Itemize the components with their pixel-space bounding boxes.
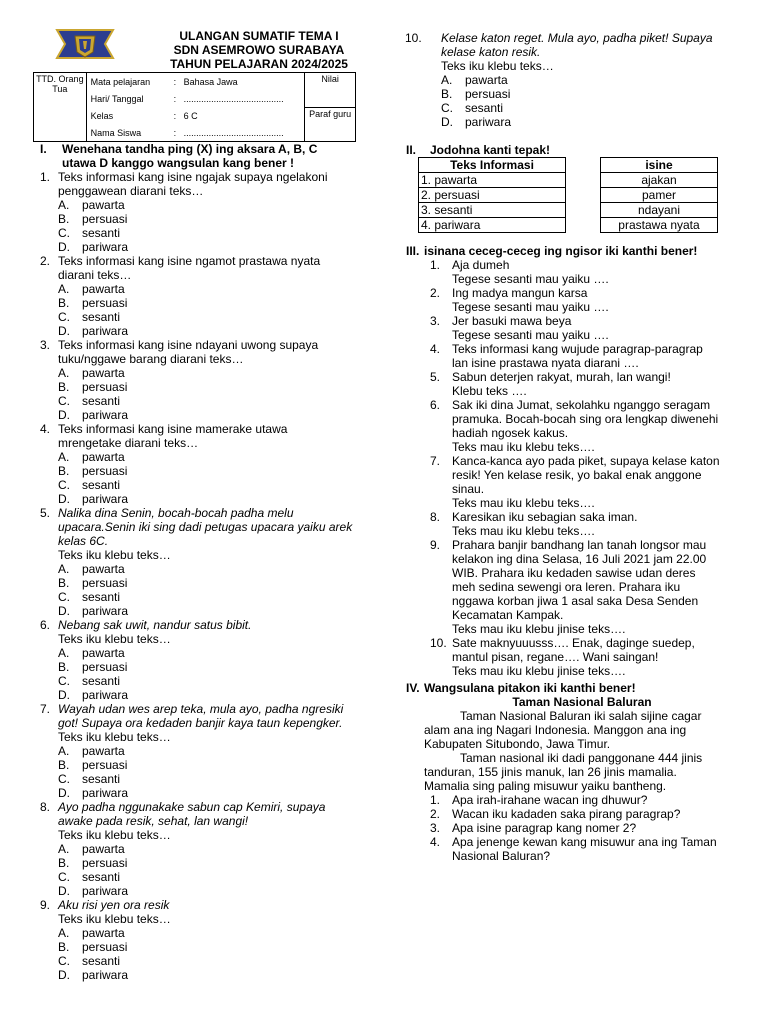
option-letter: A. — [58, 926, 70, 940]
question-text: Nebang sak uwit, nandur satus bibit. — [58, 618, 252, 632]
question-1 — [40, 170, 370, 254]
score-cell[interactable] — [305, 73, 356, 108]
field-date[interactable]: Hari/ Tanggal : ........................................ — [90, 93, 284, 104]
option-c[interactable] — [58, 954, 370, 968]
option-text: sesanti — [82, 394, 121, 408]
section-1-title: I. Wenehana tandha ping (X) ing aksara A, B, C utawa D kanggo wangsulan kang bener ! — [40, 142, 318, 170]
section-2-title: II. Jodohna kanti tepak! — [406, 143, 551, 157]
right-row-1: ajakan — [601, 173, 718, 188]
option-letter: B. — [58, 380, 70, 394]
option-c[interactable] — [58, 310, 370, 324]
option-text: pawarta — [82, 926, 125, 940]
option-text: pariwara — [82, 240, 129, 254]
fill-item-text: Kecamatan Kampak. — [452, 608, 564, 622]
essay-question-number: 1. — [430, 793, 441, 807]
option-text: sesanti — [82, 954, 121, 968]
fill-item-text: Kanca-kanca ayo pada piket, supaya kelase katon — [452, 454, 720, 468]
option-letter: C. — [58, 590, 70, 604]
reading-passage — [424, 695, 740, 793]
fill-item-text: Sabun deterjen rakyat, murah, lan wangi! — [452, 370, 671, 384]
fill-item-text: kelakon ing dina Selasa, 16 Juli 2021 jam 22.00 — [452, 552, 707, 566]
fill-item-text: meh sedina sewengi ora leren. Prahara iku — [452, 580, 681, 594]
fill-item-number: 3. — [430, 314, 441, 328]
fill-item-number: 6. — [430, 398, 441, 412]
option-letter: D. — [58, 240, 70, 254]
fill-item-text: Teks informasi kang wujude paragrap-paragrap — [452, 342, 703, 356]
paragraph-line: tanduran, 155 jinis manuk, lan 26 jinis mamalia. — [424, 765, 677, 779]
option-letter: D. — [441, 115, 453, 129]
paragraph-line: Mamalia sing paling misuwur yaiku bantheng. — [424, 779, 667, 793]
fill-item-text: Tegese sesanti mau yaiku …. — [452, 272, 609, 286]
paragraph-line: Taman nasional iki dadi panggonane 444 jinis — [460, 751, 703, 765]
option-text: pawarta — [82, 450, 125, 464]
question-number: 3. — [40, 338, 51, 352]
question-number: 4. — [40, 422, 51, 436]
question-number: 9. — [40, 898, 51, 912]
fill-item-number: 8. — [430, 510, 441, 524]
fill-item-text: WIB. Prahara iku kedaden sawise udan deres — [452, 566, 696, 580]
essay-question-number: 2. — [430, 807, 441, 821]
section-4-title: IV. Wangsulana pitakon iki kanthi bener! — [406, 681, 636, 695]
paragraph-line: Kabupaten Situbondo, Jawa Timur. — [424, 737, 611, 751]
option-letter: A. — [58, 450, 70, 464]
title-line-3: TAHUN PELAJARAN 2024/2025 — [170, 57, 348, 71]
fill-item-text: Aja dumeh — [452, 258, 510, 272]
option-letter: C. — [58, 954, 70, 968]
question-text: Teks informasi kang isine mamerake utawa — [58, 422, 288, 436]
title-line-1: ULANGAN SUMATIF TEMA I — [179, 29, 339, 43]
option-letter: B. — [58, 464, 70, 478]
option-b[interactable] — [441, 87, 735, 101]
option-text: pawarta — [465, 73, 508, 87]
left-row-1: 1. pawarta — [419, 173, 566, 188]
option-text: persuasi — [82, 758, 128, 772]
fill-item-number: 9. — [430, 538, 441, 552]
option-text: pariwara — [82, 408, 129, 422]
option-letter: C. — [58, 310, 70, 324]
option-text: pawarta — [82, 744, 125, 758]
option-text: sesanti — [82, 478, 121, 492]
fill-item-number: 4. — [430, 342, 441, 356]
option-text: persuasi — [465, 87, 511, 101]
field-class: Kelas : 6 C — [90, 110, 198, 121]
question-prompt: Teks iku klebu teks… — [58, 548, 171, 562]
question-prompt: Teks iku klebu teks… — [58, 632, 171, 646]
question-text: Teks informasi kang isine ngajak supaya ngelakoni — [58, 170, 328, 184]
question-text: upacara.Senin iki sing dadi petugas upacara yaiku arek — [58, 520, 353, 534]
fill-item-text: Teks mau iku klebu teks…. — [452, 524, 595, 538]
option-letter: D. — [58, 408, 70, 422]
option-text: persuasi — [82, 464, 128, 478]
option-text: pawarta — [82, 562, 125, 576]
option-a[interactable] — [441, 73, 735, 87]
option-letter: C. — [58, 870, 70, 884]
option-text: sesanti — [82, 590, 121, 604]
option-letter: B. — [58, 758, 70, 772]
question-text: penggawean diarani teks… — [58, 184, 204, 198]
option-text: pariwara — [82, 786, 129, 800]
option-text: persuasi — [82, 660, 128, 674]
option-letter: C. — [441, 101, 453, 115]
option-letter: A. — [441, 73, 453, 87]
question-number: 1. — [40, 170, 51, 184]
option-letter: D. — [58, 688, 70, 702]
fill-item-text: pramuka. Bocah-bocah sing ora lengkap diwenehi — [452, 412, 719, 426]
option-letter: C. — [58, 226, 70, 240]
option-letter: B. — [441, 87, 453, 101]
right-header: isine — [601, 158, 718, 173]
fill-item-4 — [430, 342, 740, 370]
question-text: Ayo padha nggunakake sabun cap Kemiri, supaya — [58, 800, 326, 814]
question-text: kelase katon resik. — [441, 45, 541, 59]
question-text: Wayah udan wes arep teka, mula ayo, padha ngresiki — [58, 702, 344, 716]
fill-item-1 — [430, 258, 740, 286]
paragraph-2 — [424, 751, 740, 793]
fill-item-number: 5. — [430, 370, 441, 384]
matching-left-table — [418, 157, 566, 233]
option-a[interactable] — [58, 198, 370, 212]
option-letter: B. — [58, 660, 70, 674]
option-letter: B. — [58, 296, 70, 310]
ttd-label: TTD. Orang Tua — [36, 74, 84, 94]
question-text: diarani teks… — [58, 268, 132, 282]
option-letter: B. — [58, 940, 70, 954]
option-b[interactable] — [58, 296, 370, 310]
fill-item-text: lan isine prastawa nyata diarani …. — [452, 356, 639, 370]
fill-item-text: Teks mau iku klebu teks…. — [452, 496, 595, 510]
option-a[interactable] — [58, 282, 370, 296]
option-a[interactable] — [58, 646, 370, 660]
fill-item-text: Tegese sesanti mau yaiku …. — [452, 328, 609, 342]
essay-question-2 — [430, 807, 740, 821]
question-number: 6. — [40, 618, 51, 632]
option-a[interactable] — [58, 366, 370, 380]
question-5 — [40, 506, 370, 618]
fill-item-9 — [430, 538, 740, 636]
option-a[interactable] — [58, 842, 370, 856]
question-number: 2. — [40, 254, 51, 268]
option-text: pawarta — [82, 842, 125, 856]
option-letter: C. — [58, 772, 70, 786]
right-row-2: pamer — [601, 188, 718, 203]
option-text: pariwara — [82, 492, 129, 506]
fill-item-text: Sak iki dina Jumat, sekolahku nganggo seragam — [452, 398, 711, 412]
option-letter: A. — [58, 562, 70, 576]
question-text: Teks informasi kang isine ndayani uwong supaya — [58, 338, 319, 352]
fill-item-text: Klebu teks …. — [452, 384, 527, 398]
question-prompt: Teks iku klebu teks… — [58, 912, 171, 926]
option-c[interactable] — [58, 590, 370, 604]
option-b[interactable] — [58, 212, 370, 226]
option-a[interactable] — [58, 450, 370, 464]
reading-title: Taman Nasional Baluran — [512, 695, 652, 709]
option-text: persuasi — [82, 380, 128, 394]
option-text: pawarta — [82, 282, 125, 296]
option-letter: C. — [58, 478, 70, 492]
option-d[interactable] — [58, 688, 370, 702]
question-4 — [40, 422, 370, 506]
option-letter: B. — [58, 856, 70, 870]
student-info-table — [33, 72, 356, 142]
question-number: 5. — [40, 506, 51, 520]
option-text: sesanti — [82, 226, 121, 240]
option-c[interactable] — [58, 674, 370, 688]
option-letter: D. — [58, 968, 70, 982]
option-text: persuasi — [82, 856, 128, 870]
option-letter: A. — [58, 842, 70, 856]
question-prompt: Teks iku klebu teks… — [58, 828, 171, 842]
option-c[interactable] — [58, 394, 370, 408]
option-d[interactable] — [58, 884, 370, 898]
option-b[interactable] — [58, 576, 370, 590]
question-text: Teks informasi kang isine ngamot prastawa nyata — [58, 254, 321, 268]
option-text: pawarta — [82, 366, 125, 380]
section-4-questions — [430, 793, 740, 863]
essay-question-4 — [430, 835, 740, 863]
fill-item-5 — [430, 370, 740, 398]
option-c[interactable] — [58, 870, 370, 884]
school-logo — [53, 24, 117, 64]
question-9 — [40, 898, 370, 982]
option-text: pawarta — [82, 198, 125, 212]
option-letter: A. — [58, 366, 70, 380]
question-text: Aku risi yen ora resik — [58, 898, 170, 912]
title-line-2: SDN ASEMROWO SURABAYA — [173, 43, 345, 57]
question-text: Kelase katon reget. Mula ayo, padha piket! Supaya — [441, 31, 713, 45]
essay-question-text: Wacan iku kadaden saka pirang paragrap? — [452, 807, 681, 821]
option-text: sesanti — [465, 101, 504, 115]
question-text: awake pada resik, sehat, lan wangi! — [58, 814, 249, 828]
fill-item-number: 10. — [430, 636, 447, 650]
fill-item-text: Ing madya mangun karsa — [452, 286, 588, 300]
section-3-title: III. isinana ceceg-ceceg ing ngisor iki kanthi bener! — [406, 244, 698, 258]
essay-question-number: 4. — [430, 835, 441, 849]
nilai-label: Nilai — [321, 74, 339, 84]
option-text: sesanti — [82, 870, 121, 884]
question-number: 7. — [40, 702, 51, 716]
left-row-2: 2. persuasi — [419, 188, 566, 203]
fill-item-3 — [430, 314, 740, 342]
teacher-initial-cell[interactable] — [305, 107, 356, 142]
option-text: persuasi — [82, 212, 128, 226]
question-7 — [40, 702, 370, 800]
right-row-4: prastawa nyata — [601, 218, 718, 233]
fill-item-text: Karesikan iku sebagian saka iman. — [452, 510, 638, 524]
question-text: kelas 6C. — [58, 534, 109, 548]
option-letter: A. — [58, 744, 70, 758]
option-letter: D. — [58, 786, 70, 800]
option-text: sesanti — [82, 772, 121, 786]
option-b[interactable] — [58, 380, 370, 394]
option-d[interactable] — [58, 492, 370, 506]
question-number: 8. — [40, 800, 51, 814]
fill-item-7 — [430, 454, 740, 510]
fill-item-text: Jer basuki mawa beya — [452, 314, 572, 328]
parent-signature-cell[interactable] — [34, 73, 87, 142]
question-number: 10. — [405, 31, 422, 45]
fill-item-text: Teks mau iku klebu jinise teks…. — [452, 622, 626, 636]
option-c[interactable] — [58, 478, 370, 492]
fill-item-number: 2. — [430, 286, 441, 300]
fill-item-text: Prahara banjir bandhang lan tanah longsor mau — [452, 538, 707, 552]
matching-right-table — [600, 157, 718, 233]
fill-item-text: resik! Yen kelase resik, yo bakal enak anggone — [452, 468, 702, 482]
option-letter: C. — [58, 674, 70, 688]
field-student-name[interactable]: Nama Siswa : ........................................ — [90, 127, 284, 138]
option-letter: D. — [58, 492, 70, 506]
exam-title — [130, 29, 388, 71]
left-row-3: 3. sesanti — [419, 203, 566, 218]
essay-question-number: 3. — [430, 821, 441, 835]
section-3-items — [430, 258, 740, 678]
option-letter: C. — [58, 394, 70, 408]
option-text: sesanti — [82, 310, 121, 324]
option-d[interactable] — [58, 408, 370, 422]
option-d[interactable] — [58, 324, 370, 338]
option-a[interactable] — [58, 562, 370, 576]
left-row-4: 4. pariwara — [419, 218, 566, 233]
fill-item-text: Teks mau iku klebu teks…. — [452, 440, 595, 454]
option-a[interactable] — [58, 744, 370, 758]
option-letter: A. — [58, 646, 70, 660]
fill-item-text: nggawa korban jiwa 1 asal saka Desa Senden — [452, 594, 699, 608]
option-letter: D. — [58, 604, 70, 618]
question-prompt: Teks iku klebu teks… — [441, 59, 554, 73]
option-text: persuasi — [82, 940, 128, 954]
paragraph-1 — [424, 709, 740, 751]
option-text: sesanti — [82, 674, 121, 688]
option-c[interactable] — [58, 772, 370, 786]
option-text: pariwara — [82, 604, 129, 618]
question-6 — [40, 618, 370, 702]
option-letter: D. — [58, 324, 70, 338]
option-d[interactable] — [441, 115, 735, 129]
option-letter: A. — [58, 198, 70, 212]
field-subject: Mata pelajaran : Bahasa Jawa — [90, 76, 238, 87]
option-b[interactable] — [58, 940, 370, 954]
right-row-3: ndayani — [601, 203, 718, 218]
option-letter: B. — [58, 212, 70, 226]
paraf-label: Paraf guru — [309, 108, 352, 119]
option-b[interactable] — [58, 660, 370, 674]
essay-question-text: Apa jenenge kewan kang misuwur ana ing Taman — [452, 835, 717, 849]
option-text: persuasi — [82, 296, 128, 310]
option-d[interactable] — [58, 786, 370, 800]
fill-item-text: mantul pisan, regane…. Wani saingan! — [452, 650, 659, 664]
option-letter: D. — [58, 884, 70, 898]
option-text: pariwara — [82, 884, 129, 898]
question-text: Nalika dina Senin, bocah-bocah padha melu — [58, 506, 294, 520]
question-8 — [40, 800, 370, 898]
fill-item-number: 7. — [430, 454, 441, 468]
fill-item-text: sinau. — [452, 482, 485, 496]
option-text: pawarta — [82, 646, 125, 660]
option-b[interactable] — [58, 856, 370, 870]
option-text: pariwara — [82, 324, 129, 338]
fill-item-8 — [430, 510, 740, 538]
info-fields-cell — [86, 73, 305, 142]
essay-question-text: Apa isine paragrap kang nomer 2? — [452, 821, 637, 835]
fill-item-text: Tegese sesanti mau yaiku …. — [452, 300, 609, 314]
option-c[interactable] — [58, 226, 370, 240]
option-letter: A. — [58, 282, 70, 296]
question-text: got! Supaya ora kedaden banjir kaya taun kepengker. — [58, 716, 343, 730]
question-text: tuku/nggawe barang diarani teks… — [58, 352, 244, 366]
question-prompt: Teks iku klebu teks… — [58, 730, 171, 744]
fill-item-text: hadiah ngosek kakus. — [452, 426, 569, 440]
option-b[interactable] — [58, 464, 370, 478]
fill-item-6 — [430, 398, 740, 454]
question-10 — [405, 31, 735, 129]
fill-item-10 — [430, 636, 740, 678]
option-a[interactable] — [58, 926, 370, 940]
essay-question-text: Nasional Baluran? — [452, 849, 551, 863]
option-text: pariwara — [465, 115, 512, 129]
option-d[interactable] — [58, 604, 370, 618]
essay-question-text: Apa irah-irahane wacan ing dhuwur? — [452, 793, 648, 807]
fill-item-number: 1. — [430, 258, 441, 272]
option-b[interactable] — [58, 758, 370, 772]
option-text: pariwara — [82, 688, 129, 702]
fill-item-text: Sate maknyuuusss…. Enak, daginge suedep, — [452, 636, 695, 650]
option-text: pariwara — [82, 968, 129, 982]
option-d[interactable] — [58, 240, 370, 254]
question-3 — [40, 338, 370, 422]
section-1-questions — [40, 170, 370, 982]
left-header: Teks Informasi — [419, 158, 566, 173]
fill-item-text: Teks mau iku klebu jinise teks…. — [452, 664, 626, 678]
question-text: mrengetake diarani teks… — [58, 436, 199, 450]
essay-question-3 — [430, 821, 740, 835]
question-10 — [405, 31, 735, 129]
option-letter: B. — [58, 576, 70, 590]
option-c[interactable] — [441, 101, 735, 115]
paragraph-line: Taman Nasional Baluran iki salah sijine cagar — [460, 709, 702, 723]
essay-question-1 — [430, 793, 740, 807]
option-d[interactable] — [58, 968, 370, 982]
question-2 — [40, 254, 370, 338]
option-text: persuasi — [82, 576, 128, 590]
fill-item-2 — [430, 286, 740, 314]
paragraph-line: alam ana ing Nagari Indonesia. Manggon ana ing — [424, 723, 687, 737]
